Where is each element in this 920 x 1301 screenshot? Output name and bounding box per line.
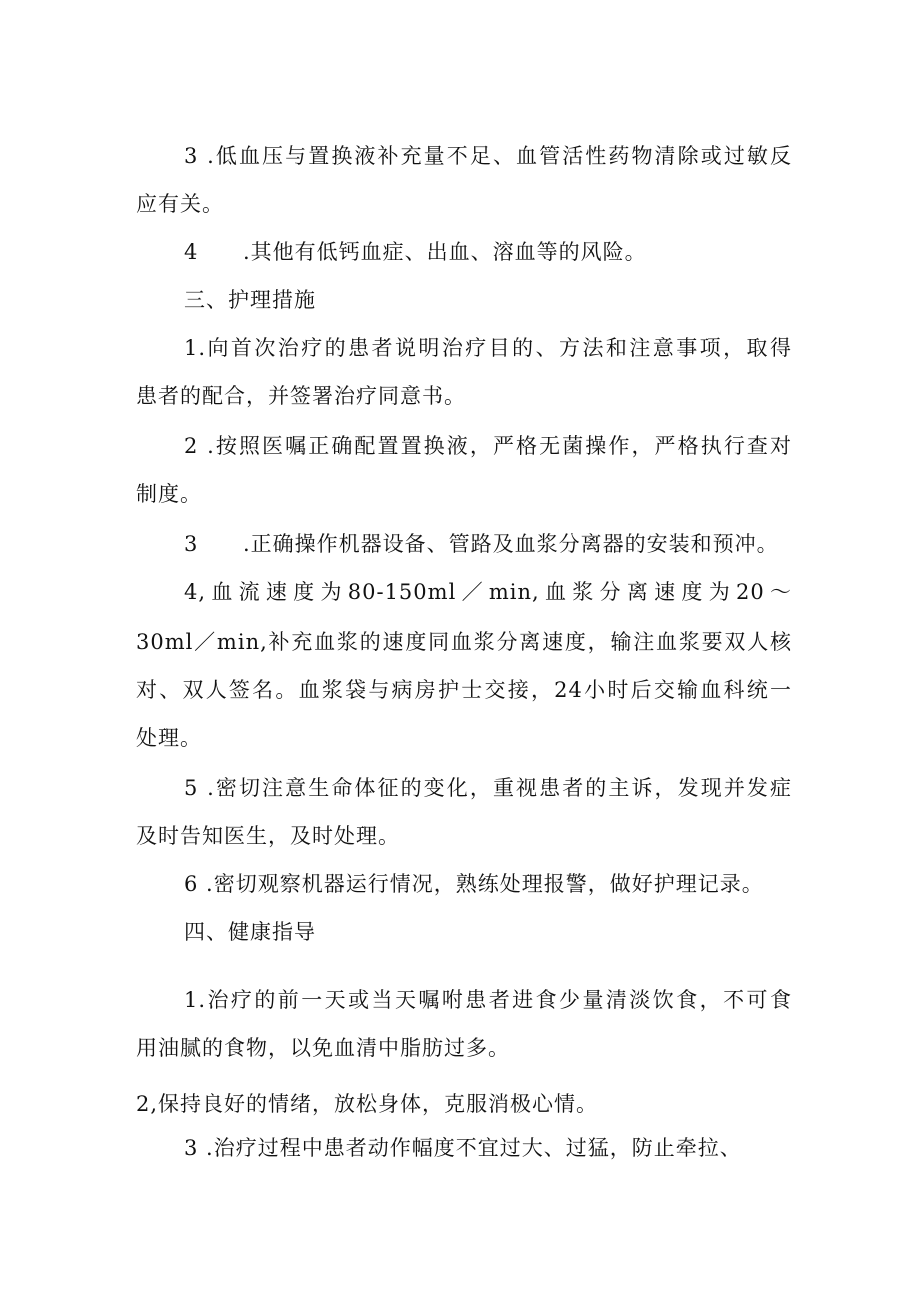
paragraph-line: 6 .密切观察机器运行情况，熟练处理报警，做好护理记录。 bbox=[184, 872, 764, 896]
paragraph-line: 5 .密切注意生命体征的变化，重视患者的主诉，发现并发症 bbox=[184, 776, 792, 800]
list-number: 3 bbox=[184, 532, 199, 556]
paragraph-line: 2 .按照医嘱正确配置置换液，严格无菌操作，严格执行查对 bbox=[184, 434, 792, 458]
section-heading: 三、护理措施 bbox=[184, 288, 316, 312]
paragraph-line: 3 .治疗过程中患者动作幅度不宜过大、过猛，防止牵拉、 bbox=[184, 1136, 742, 1160]
paragraph-line: 4,血流速度为80-150ml／min,血浆分离速度为20～ bbox=[184, 580, 792, 604]
paragraph-line: 3 .低血压与置换液补充量不足、血管活性药物清除或过敏反 bbox=[184, 144, 792, 168]
paragraph-line: 1.治疗的前一天或当天嘱咐患者进食少量清淡饮食，不可食 bbox=[184, 988, 792, 1012]
paragraph-line: 应有关。 bbox=[136, 192, 224, 216]
paragraph-line: 用油腻的食物，以免血清中脂肪过多。 bbox=[136, 1036, 510, 1060]
paragraph-line: .正确操作机器设备、管路及血浆分离器的安装和预冲。 bbox=[243, 532, 779, 556]
paragraph-line: 30ml／min,补充血浆的速度同血浆分离速度，输注血浆要双人核 bbox=[136, 630, 792, 654]
paragraph-line: 处理。 bbox=[136, 726, 202, 750]
list-number: 4 bbox=[184, 240, 199, 264]
paragraph-line: 1.向首次治疗的患者说明治疗目的、方法和注意事项，取得 bbox=[184, 336, 792, 360]
paragraph-line: 制度。 bbox=[136, 482, 202, 506]
paragraph-line: .其他有低钙血症、出血、溶血等的风险。 bbox=[243, 240, 647, 264]
section-heading: 四、健康指导 bbox=[184, 920, 316, 944]
paragraph-line: 2,保持良好的情绪，放松身体，克服消极心情。 bbox=[136, 1092, 599, 1116]
paragraph-line: 及时告知医生，及时处理。 bbox=[136, 824, 400, 848]
paragraph-line: 对、双人签名。血浆袋与病房护士交接，24小时后交输血科统一 bbox=[136, 678, 792, 702]
paragraph-line: 患者的配合，并签署治疗同意书。 bbox=[136, 384, 466, 408]
